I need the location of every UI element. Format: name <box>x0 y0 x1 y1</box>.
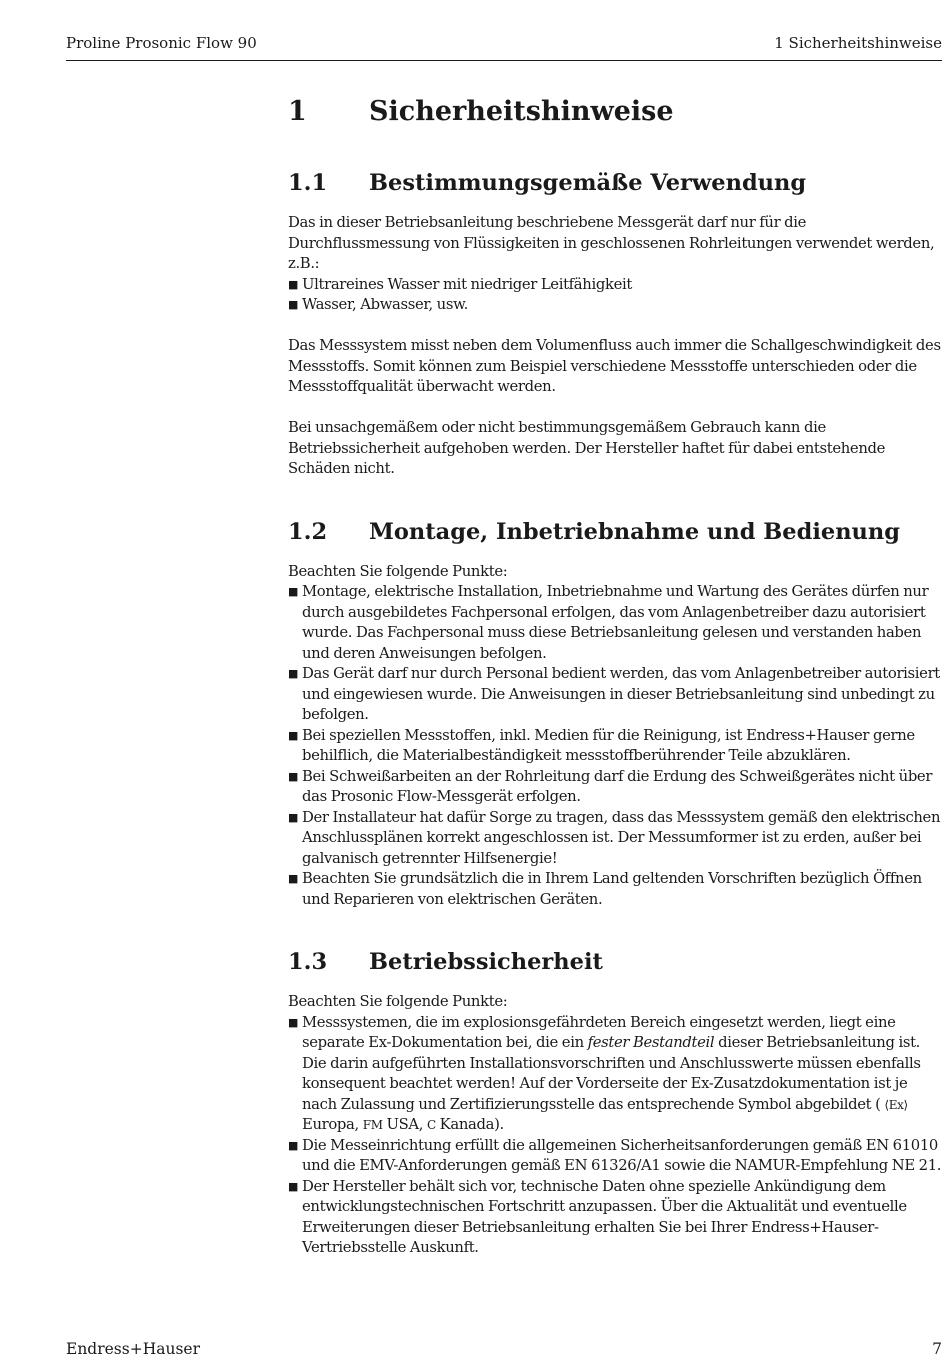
emphasis-text: fester Bestandteil <box>587 1034 715 1051</box>
bullet-icon: ■ <box>288 872 299 885</box>
csa-canada-symbol-icon: C <box>426 1118 436 1132</box>
bullet-icon: ■ <box>288 298 299 311</box>
chapter-number: 1 <box>288 96 307 127</box>
paragraph: Das in dieser Betriebsanleitung beschriebene Messgerät darf nur für die Durchflussmessung von Flüssigkeiten in geschlossenen Rohrleitungen verwendet werden, z.B.: <box>288 214 935 272</box>
list-item: ■ Ultrareines Wasser mit niedriger Leitfähigkeit <box>288 275 942 296</box>
bullet-icon: ■ <box>288 1138 299 1152</box>
bullet-icon: ■ <box>288 667 299 680</box>
list-item: ■ Der Installateur hat dafür Sorge zu tragen, dass das Messsystem gemäß den elektrischen Anschlussplänen korrekt angeschlossen ist. Der Messumformer ist zu erden, außer bei galvanisch getrennter Hilfsenergie! <box>288 808 941 867</box>
bullet-list <box>288 1013 942 1259</box>
section-number: 1.2 <box>288 518 328 545</box>
bullet-icon: ■ <box>288 728 299 742</box>
bullet-icon: ■ <box>288 1015 299 1029</box>
ex-europe-symbol-icon: ⟨Ex⟩ <box>884 1097 908 1112</box>
list-item: ■ Bei speziellen Messstoffen, inkl. Medien für die Reinigung, ist Endress+Hauser gerne behilflich, die Materialbeständigkeit messstoffberührender Teile abzuklären. <box>288 726 915 764</box>
section-title: Montage, Inbetriebnahme und Bedienung <box>369 518 901 545</box>
chapter-title: Sicherheitshinweise <box>369 96 674 127</box>
bullet-icon: ■ <box>288 810 299 824</box>
section-heading-1-1 <box>288 167 942 199</box>
chapter-heading <box>288 92 942 132</box>
section-title: Bestimmungsgemäße Verwendung <box>369 170 807 196</box>
section-heading-1-2 <box>288 516 942 548</box>
page-content <box>288 92 942 1259</box>
paragraph: Bei unsachgemäßem oder nicht bestimmungsgemäßem Gebrauch kann die Betriebssicherheit aufgehoben werden. Der Hersteller haftet für dabei entstehende Schäden nicht. <box>288 419 886 477</box>
list-item: ■ Bei Schweißarbeiten an der Rohrleitung darf die Erdung des Schweißgerätes nicht über das Prosonic Flow-Messgerät erfolgen. <box>288 767 933 805</box>
paragraph: Das Messsystem misst neben dem Volumenfluss auch immer die Schallgeschwindigkeit des Messstoffs. Somit können zum Beispiel verschiedene Messstoffe unterschieden oder die Messstoffqualität überwacht werden. <box>288 337 941 395</box>
bullet-list <box>288 582 942 910</box>
section-number: 1.1 <box>288 170 328 196</box>
fm-usa-symbol-icon: FM <box>362 1118 383 1132</box>
header-product-name: Proline Prosonic Flow 90 <box>66 34 257 52</box>
bullet-list <box>288 275 942 316</box>
page-number: 7 <box>932 1340 942 1358</box>
list-item: ■ Das Gerät darf nur durch Personal bedient werden, das vom Anlagenbetreiber autorisiert und eingewiesen wurde. Die Anweisungen in dieser Betriebsanleitung sind unbedingt zu befolgen. <box>288 665 940 723</box>
section-title: Betriebssicherheit <box>369 949 603 975</box>
list-item: ■ Messsystemen, die im explosionsgefährdeten Bereich eingesetzt werden, liegt eine separate Ex-Dokumentation bei, die ein fester Bestandteil dieser Betriebsanleitung ist. Die darin aufgeführten Installationsvorschriften und Anschlusswerte müssen ebenfalls konsequent beachtet werden! Auf der Vorderseite der Ex-Zusatzdokumentation ist je nach Zulassung und Zertifizierungsstelle das entsprechende Symbol abgebildet ( ⟨Ex⟩ Europa, FM USA, C Kanada). <box>288 1013 921 1133</box>
list-item: ■ Wasser, Abwasser, usw. <box>288 295 942 316</box>
list-item: ■ Die Messeinrichtung erfüllt die allgemeinen Sicherheitsanforderungen gemäß EN 61010 und die EMV-Anforderungen gemäß EN 61326/A1 sowie die NAMUR-Empfehlung NE 21. <box>288 1136 942 1174</box>
section-number: 1.3 <box>288 949 328 975</box>
list-item: ■ Der Hersteller behält sich vor, technische Daten ohne spezielle Ankündigung dem entwicklungstechnischen Fortschritt anzupassen. Über die Aktualität und eventuelle Erweiterungen dieser Betriebsanleitung erhalten Sie bei Ihrer Endress+Hauser-Vertriebsstelle Auskunft. <box>288 1177 907 1256</box>
page-header <box>66 30 942 61</box>
header-chapter-title: 1 Sicherheitshinweise <box>774 34 942 52</box>
list-item: ■ Beachten Sie grundsätzlich die in Ihrem Land geltenden Vorschriften bezüglich Öffnen und Reparieren von elektrischen Geräten. <box>288 870 922 908</box>
bullet-icon: ■ <box>288 769 299 783</box>
bullet-icon: ■ <box>288 585 299 598</box>
paragraph: Beachten Sie folgende Punkte: <box>288 993 508 1010</box>
bullet-icon: ■ <box>288 277 299 291</box>
page-footer <box>66 1340 942 1362</box>
bullet-icon: ■ <box>288 1179 299 1193</box>
section-heading-1-3 <box>288 946 942 978</box>
paragraph: Beachten Sie folgende Punkte: <box>288 562 508 580</box>
list-item: ■ Montage, elektrische Installation, Inbetriebnahme und Wartung des Gerätes dürfen nur durch ausgebildetes Fachpersonal erfolgen, das vom Anlagenbetreiber dazu autorisiert wurde. Das Fachpersonal muss diese Betriebsanleitung gelesen und verstanden haben und deren Anweisungen befolgen. <box>288 583 929 662</box>
footer-brand: Endress+Hauser <box>66 1340 200 1358</box>
